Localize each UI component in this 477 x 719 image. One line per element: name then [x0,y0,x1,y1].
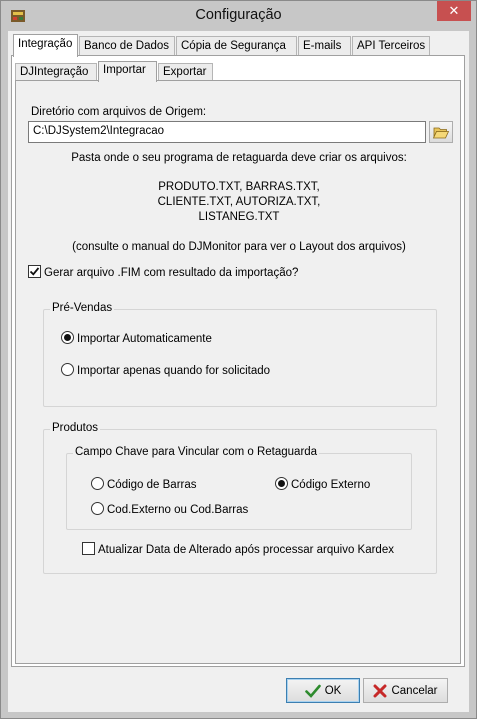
browse-folder-button[interactable] [429,121,453,143]
key-field-group [66,446,412,530]
title-bar[interactable] [1,1,476,31]
radio-unselected-icon [91,502,104,515]
radio-codigo-barras-label: Código de Barras [107,479,197,491]
radio-externo-ou-barras-label: Cod.Externo ou Cod.Barras [107,504,249,516]
radio-externo-ou-barras[interactable] [91,502,248,516]
radio-codigo-externo[interactable] [275,477,370,491]
gen-fim-label: Gerar arquivo .FIM com resultado da importação? [44,267,299,279]
radio-codigo-externo-label: Código Externo [291,479,371,491]
files-line-3: LISTANEG.TXT [198,211,280,223]
folder-open-icon [430,122,452,142]
radio-selected-icon [61,331,74,344]
radio-importar-manual[interactable] [61,363,270,377]
ok-button[interactable] [286,678,360,703]
tab-integracao[interactable]: Integração [13,34,78,57]
kardex-label: Atualizar Data de Alterado após processar arquivo Kardex [98,544,394,556]
produtos-group [43,422,437,574]
key-field-title: Campo Chave para Vincular com o Retaguarda [75,446,318,458]
integracao-panel [11,55,465,667]
tab-api-terceiros[interactable]: API Terceiros [352,36,430,55]
dialog-client [8,31,469,712]
radio-importar-auto[interactable] [61,331,212,345]
checkbox-unchecked-icon [82,542,95,555]
source-dir-input[interactable]: C:\DJSystem2\Integracao [28,121,426,143]
info-text: Pasta onde o seu programa de retaguarda deve criar os arquivos: [71,152,407,164]
files-line-2: CLIENTE.TXT, AUTORIZA.TXT, [157,196,321,208]
kardex-checkbox[interactable] [82,542,394,556]
prevendas-title: Pré-Vendas [52,302,113,314]
tab-djintegracao[interactable]: DJIntegração [15,63,97,81]
radio-unselected-icon [61,363,74,376]
close-button[interactable]: ✕ [437,1,471,21]
radio-importar-auto-label: Importar Automaticamente [77,333,212,345]
check-icon [305,684,321,698]
tab-copia-de-seguranca[interactable]: Cópia de Segurança [176,36,297,55]
files-line-1: PRODUTO.TXT, BARRAS.TXT, [158,181,320,193]
radio-selected-icon [275,477,288,490]
cancel-label: Cancelar [391,684,438,697]
gen-fim-checkbox[interactable] [28,265,298,279]
importar-panel [15,80,461,664]
prevendas-group [43,302,437,407]
manual-note: (consulte o manual do DJMonitor para ver o Layout dos arquivos) [72,241,406,253]
radio-codigo-barras[interactable] [91,477,197,491]
tab-exportar[interactable]: Exportar [158,63,213,81]
source-dir-label: Diretório com arquivos de Origem: [31,106,207,118]
window-title: Configuração [195,7,282,23]
radio-unselected-icon [91,477,104,490]
ok-label: OK [324,684,342,697]
cancel-button[interactable] [363,678,448,703]
tab-emails[interactable]: E-mails [298,36,351,55]
produtos-title: Produtos [52,422,99,434]
radio-importar-manual-label: Importar apenas quando for solicitado [77,365,271,377]
tab-banco-de-dados[interactable]: Banco de Dados [79,36,175,55]
tab-importar[interactable]: Importar [98,61,157,82]
cancel-x-icon [373,684,387,698]
checkbox-checked-icon [28,265,41,278]
